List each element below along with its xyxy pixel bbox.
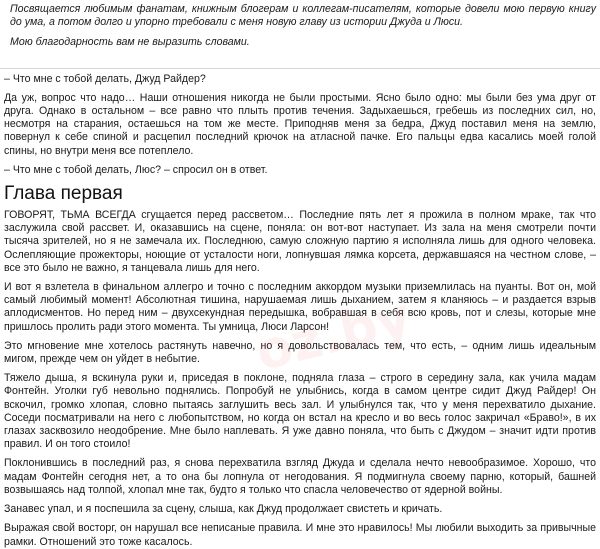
watermark: oz.by	[250, 286, 417, 384]
chapter-paragraph: Поклонившись в последний раз, я снова перехватила взгляд Джуда и сделала нечто невообразимое. Хорошо, что мадам Фонтейн сегодня нет, а то она бы лопнула от негодования. Я подмигнула своему парню, который, башней возвышаясь над толпой, хлопал мне так, будто я только что спасла человечество от ядерной войны.	[4, 457, 596, 496]
prologue	[4, 73, 596, 177]
chapter-paragraph: Выражая свой восторг, он нарушал все неписаные правила. И мне это нравилось! Мы любили выходить за привычные рамки. Отношений это тоже касалось.	[4, 522, 596, 548]
chapter-title: Глава первая	[4, 183, 123, 205]
dedication-thanks: Мою благодарность вам не выразить словами.	[10, 36, 250, 49]
chapter-paragraph: И вот я взлетела в финальном аллегро и точно с последним аккордом музыки приземлилась на пуанты. Вот он, мой самый любимый момент! Абсолютная тишина, нарушаемая лишь дыханием, затем я кланяюсь – и раздается взрыв аплодисментов. Но перед ним – двухсекундная передышка, вобравшая в себя всю кровь, пот и слезы, которые мне пришлось пролить ради этого момента. Ты умница, Люси Ларсон!	[4, 281, 596, 333]
prologue-paragraph: Да уж, вопрос что надо… Наши отношения никогда не были простыми. Ясно было одно: мы были без ума друг от друга. Однако в остальном – все равно что плыть против течения. Задыхаешься, гребешь из последних сил, но, несмотря на старания, остаешься на том же месте. Приподняв меня за бедра, Джуд поставил меня на землю, повернул к себе спиной и расцепил последний крючок на атласной пачке. Его пальцы едва касались моей голой спины, но внутри меня все потеплело.	[4, 91, 596, 157]
prologue-paragraph: – Что мне с тобой делать, Люс? – спросил он в ответ.	[4, 163, 268, 176]
chapter-body	[4, 209, 596, 549]
chapter-paragraph: Занавес упал, и я поспешила за сцену, слыша, как Джуд продолжает свистеть и кричать.	[4, 503, 443, 516]
dedication	[10, 3, 596, 50]
dedication-text: Посвящается любимым фанатам, книжным блогерам и коллегам-писателям, которые довели мою первую книгу до ума, а потом долго и упорно требовали с меня новую главу из истории Джуда и Люси.	[10, 3, 596, 29]
section-divider	[0, 68, 600, 69]
chapter-paragraph: ГОВОРЯТ, ТЬМА ВСЕГДА сгущается перед рассветом… Последние пять лет я прожила в полном мраке, так что заслужила свой рассвет. И, оказавшись на сцене, поняла: он вот-вот наступает. Из зала на меня смотрели почти тысяча зрителей, но я не замечала их. Последнюю, самую сложную партию я исполняла лишь для одного человека. Ослепляющие прожекторы, ноющие от усталости ноги, лопнувшая лямка корсета, державшаяся на честном слове, – все это было не важно, я танцевала лишь для него.	[4, 209, 596, 274]
chapter-paragraph: Тяжело дыша, я вскинула руки и, приседая в поклоне, подняла глаза – строго в середину зала, как учила мадам Фонтейн. Уголки губ невольно поднялись. Попробуй не улыбнись, когда в самом центре сидит Джуд Райдер! Он вскочил, громко хлопая, словно пытаясь заглушить весь зал. И улыбнулся так, что у меня перехватило дыхание. Соседи посматривали на него с любопытством, но когда он встал на кресло и во весь голос закричал «Браво!», в их глазах засквозило неодобрение. Мне было наплевать. Я уже давно поняла, что быть с Джудом – значит идти против правил. И он того стоило!	[4, 372, 596, 451]
chapter-paragraph: Это мгновение мне хотелось растянуть навечно, но я довольствовалась тем, что есть, – одним лишь идеальным мигом, прежде чем он уйдет в небытие.	[4, 339, 596, 366]
prologue-paragraph: – Что мне с тобой делать, Джуд Райдер?	[4, 72, 206, 85]
